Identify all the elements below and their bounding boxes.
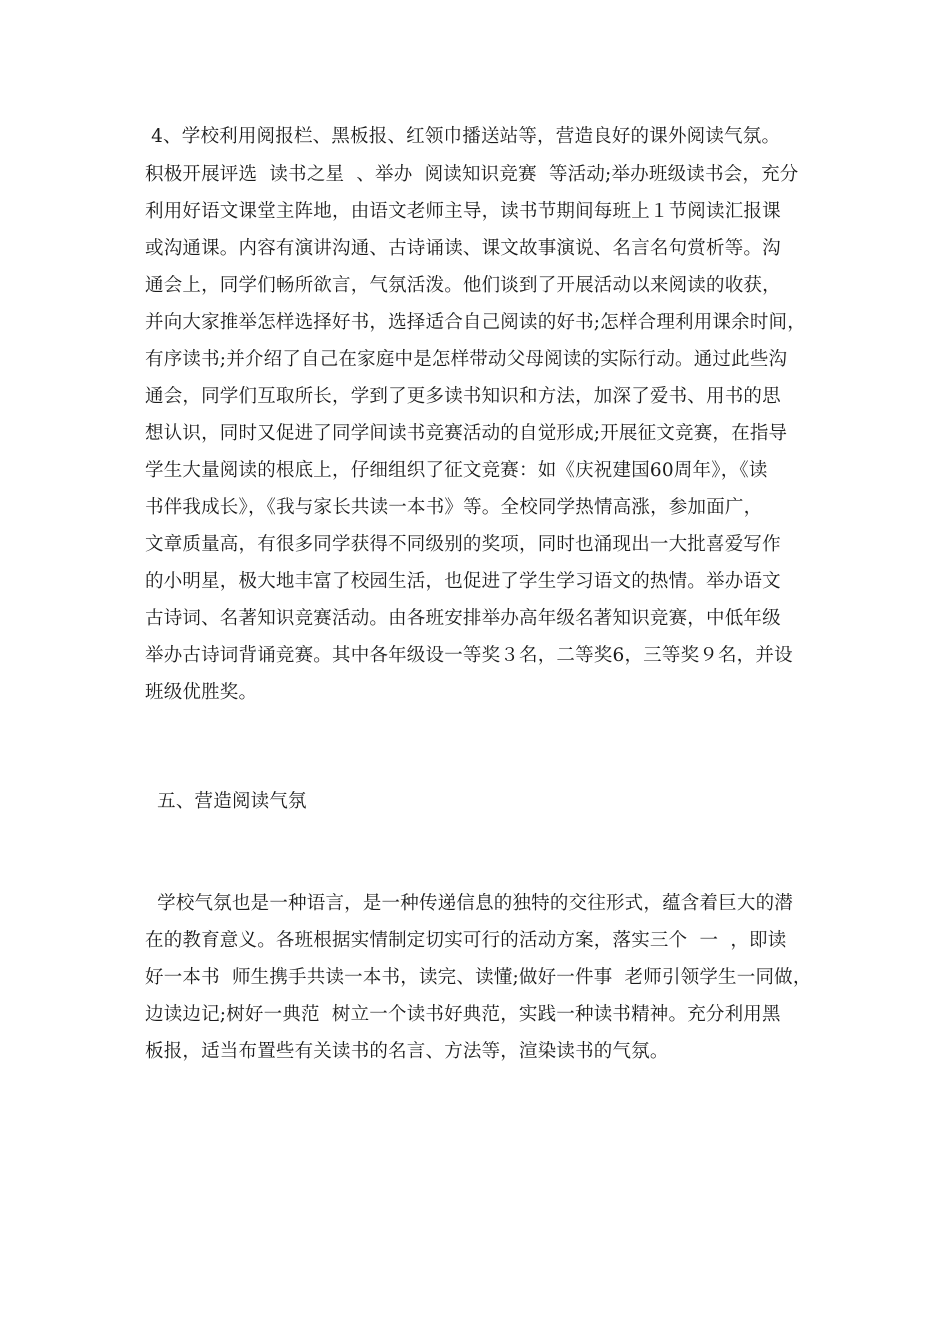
paragraph-line: 板报，适当布置些有关读书的名言、方法等，渲染读书的气氛。 [145,1041,669,1062]
paragraph-line: 并向大家推举怎样选择好书，选择适合自己阅读的好书;怎样合理利用课余时间， [145,312,806,333]
paragraph-line: 积极开展评选 读书之星 、举办 阅读知识竞赛 等活动;举办班级读书会，充分 [145,164,799,185]
paragraph-line: 文章质量高，有很多同学获得不同级别的奖项，同时也涌现出一大批喜爱写作 [145,534,781,555]
paragraph-line: 想认识，同时又促进了同学间读书竞赛活动的自觉形成;开展征文竞赛，在指导 [145,423,788,444]
paragraph-line: 学校气氛也是一种语言，是一种传递信息的独特的交往形式，蕴含着巨大的潜 [145,893,793,914]
section-heading: 五、营造阅读气氛 [145,791,307,812]
paragraph-line: 通会上，同学们畅所欲言，气氛活泼。他们谈到了开展活动以来阅读的收获， [145,275,781,296]
paragraph-line: 在的教育意义。各班根据实情制定切实可行的活动方案，落实三个 一 ，即读 [145,930,787,951]
paragraph-line: 的小明星，极大地丰富了校园生活，也促进了学生学习语文的热情。举办语文 [145,571,781,592]
paragraph-line: 班级优胜奖。 [145,682,258,703]
paragraph-line: 好一本书 师生携手共读一本书，读完、读懂;做好一件事 老师引领学生一同做， [145,967,812,988]
paragraph-line: 利用好语文课堂主阵地，由语文老师主导，读书节期间每班上１节阅读汇报课 [145,201,781,222]
paragraph-line: 举办古诗词背诵竞赛。其中各年级设一等奖３名，二等奖6，三等奖９名，并设 [145,645,793,666]
paragraph-line: 或沟通课。内容有演讲沟通、古诗诵读、课文故事演说、名言名句赏析等。沟 [145,238,781,259]
paragraph-line: 学生大量阅读的根底上，仔细组织了征文竞赛：如《庆祝建国60周年》，《读 [145,460,768,481]
paragraph-line: 边读边记;树好一典范 树立一个读书好典范，实践一种读书精神。充分利用黑 [145,1004,781,1025]
paragraph-line: 通会，同学们互取所长，学到了更多读书知识和方法，加深了爱书、用书的思 [145,386,781,407]
paragraph-line: 有序读书;并介绍了自己在家庭中是怎样带动父母阅读的实际行动。通过此些沟 [145,349,788,370]
paragraph-line: 古诗词、名著知识竞赛活动。由各班安排举办高年级名著知识竞赛，中低年级 [145,608,781,629]
paragraph-line: 书伴我成长》，《我与家长共读一本书》等。全校同学热情高涨，参加面广， [145,497,763,518]
paragraph-line: 4、学校利用阅报栏、黑板报、红领巾播送站等，营造良好的课外阅读气氛。 [145,126,781,147]
